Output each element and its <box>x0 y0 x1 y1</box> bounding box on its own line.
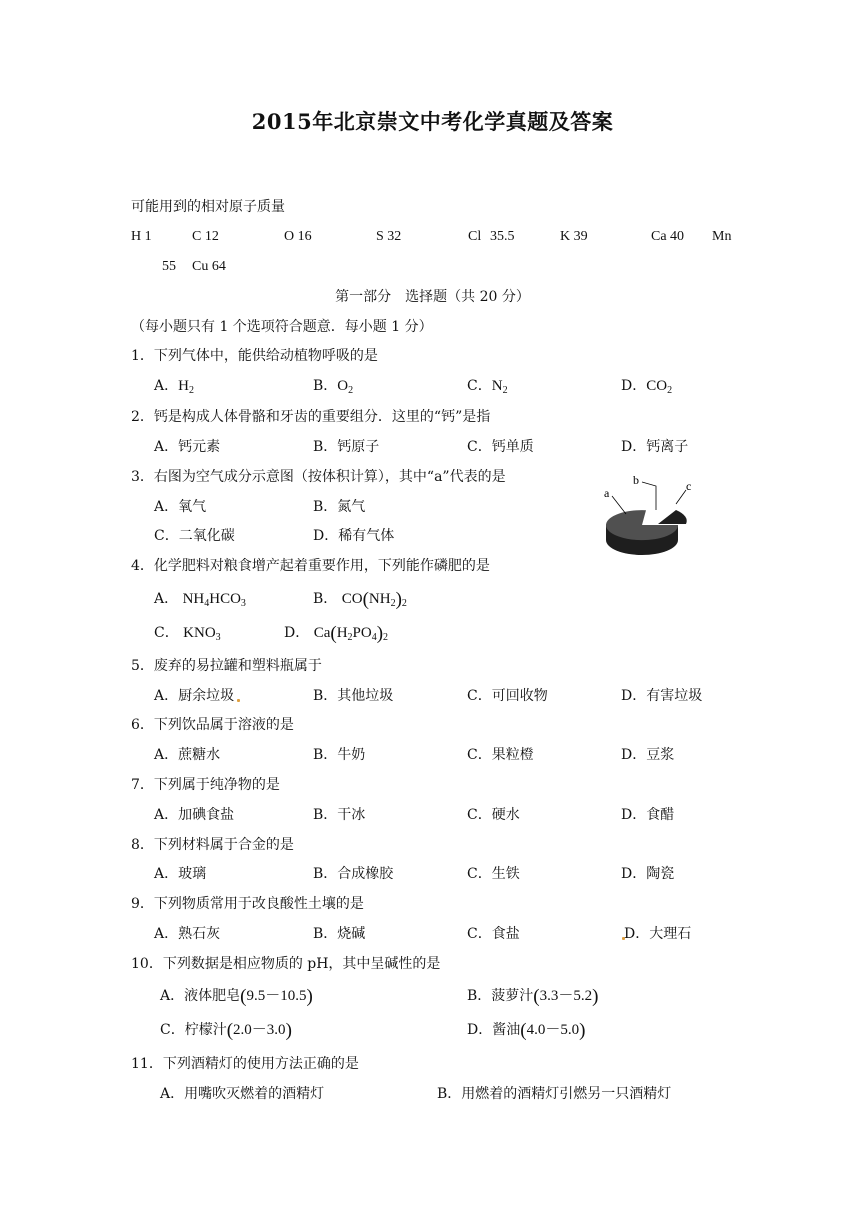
q11-option-a: A．用嘴吹灭燃着的酒精灯 <box>160 1086 325 1102</box>
q6-option-a: A．蔗糖水 <box>154 747 221 763</box>
q8-option-c: C．生铁 <box>467 866 520 882</box>
q9-option-b: B．烧碱 <box>313 926 366 942</box>
q3-stem: 3．右图为空气成分示意图（按体积计算），其中“a”代表的是 <box>131 469 506 485</box>
section-title: 第一部分 选择题（共 20 分） <box>335 289 530 305</box>
q6-option-b: B．牛奶 <box>313 747 366 763</box>
atomic-mass-cl-value: 35.5 <box>490 229 515 244</box>
pie-slice-a <box>606 510 678 540</box>
q2-option-c: C．钙单质 <box>467 439 534 455</box>
q3-option-b: B．氮气 <box>313 499 366 515</box>
q2-option-b: B．钙原子 <box>313 439 380 455</box>
q4-option-d: D． $Ca(H_2PO_4)_2$ <box>284 623 389 644</box>
q9-option-a: A．熟石灰 <box>154 926 221 942</box>
q2-option-d: D．钙离子 <box>621 439 689 455</box>
leader-line-b <box>642 482 656 510</box>
q1-stem: 1．下列气体中，能供给动植物呼吸的是 <box>131 348 378 364</box>
q7-stem: 7．下列属于纯净物的是 <box>131 777 280 793</box>
atomic-mass-h: H 1 <box>131 229 152 244</box>
q6-option-c: C．果粒橙 <box>467 747 534 763</box>
q11-option-b: B．用燃着的酒精灯引燃另一只酒精灯 <box>437 1086 672 1102</box>
atomic-mass-c: C 12 <box>192 229 219 244</box>
q10-option-c: C．柠檬汁(2.0－3.0) <box>160 1020 292 1041</box>
leader-line-c <box>676 490 686 504</box>
pie-slice-c <box>658 510 687 524</box>
q4-option-a: A． $NH_4HCO_3$ <box>154 591 246 609</box>
q6-stem: 6．下列饮品属于溶液的是 <box>131 717 294 733</box>
q7-option-d: D．食醋 <box>621 807 675 823</box>
atomic-mass-s: S 32 <box>376 229 402 244</box>
q8-option-b: B．合成橡胶 <box>313 866 394 882</box>
q10-option-d: D．酱油(4.0－5.0) <box>467 1020 586 1041</box>
q10-option-a: A．液体肥皂(9.5－10.5) <box>160 986 313 1007</box>
label-c: c <box>686 479 692 493</box>
q4-stem: 4．化学肥料对粮食增产起着重要作用，下列能作磷肥的是 <box>131 558 490 574</box>
atomic-mass-heading: 可能用到的相对原子质量 <box>131 199 285 215</box>
q4-option-c: C． $KNO_3$ <box>154 625 221 643</box>
q3-option-c: C．二氧化碳 <box>154 528 235 544</box>
q7-option-b: B．干冰 <box>313 807 366 823</box>
q1-option-a: A．$H_2$ <box>154 378 194 396</box>
q9-stem: 9．下列物质常用于改良酸性土壤的是 <box>131 896 364 912</box>
label-b: b <box>633 473 639 487</box>
q4-option-b: B． $CO(NH_2)_2$ <box>313 589 407 610</box>
q10-option-b: B．菠萝汁(3.3－5.2) <box>467 986 599 1007</box>
q1-option-c: C．$N_2$ <box>467 378 508 396</box>
q7-option-a: A．加碘食盐 <box>154 807 235 823</box>
q8-stem: 8．下列材料属于合金的是 <box>131 837 294 853</box>
q6-option-d: D．豆浆 <box>621 747 675 763</box>
q5-stem: 5．废弃的易拉罐和塑料瓶属于 <box>131 658 322 674</box>
scan-dot <box>237 699 240 702</box>
q8-option-a: A．玻璃 <box>154 866 207 882</box>
q11-stem: 11．下列酒精灯的使用方法正确的是 <box>131 1056 359 1072</box>
q5-option-b: B．其他垃圾 <box>313 688 394 704</box>
q1-option-d: D．$CO_2$ <box>621 378 673 396</box>
atomic-mass-cl: Cl <box>468 229 482 244</box>
q5-option-d: D．有害垃圾 <box>621 688 703 704</box>
atomic-mass-mn: Mn <box>712 229 732 244</box>
leader-line-a <box>612 496 626 514</box>
atomic-mass-k: K 39 <box>560 229 588 244</box>
q7-option-c: C．硬水 <box>467 807 520 823</box>
section-instruction: （每小题只有 1 个选项符合题意．每小题 1 分） <box>131 319 433 335</box>
q5-option-c: C．可回收物 <box>467 688 548 704</box>
q3-option-d: D．稀有气体 <box>313 528 395 544</box>
q2-stem: 2．钙是构成人体骨骼和牙齿的重要组分．这里的“钙”是指 <box>131 409 491 425</box>
atomic-mass-ca: Ca 40 <box>651 229 685 244</box>
q10-stem: 10．下列数据是相应物质的 pH，其中呈碱性的是 <box>131 956 441 972</box>
q2-option-a: A．钙元素 <box>154 439 221 455</box>
label-a: a <box>604 486 610 500</box>
q8-option-d: D．陶瓷 <box>621 866 675 882</box>
q9-option-d: D．大理石 <box>624 926 692 942</box>
atomic-mass-mn-value: 55 <box>162 259 176 274</box>
atomic-mass-cu: Cu 64 <box>192 259 226 274</box>
q3-option-a: A．氧气 <box>154 499 207 515</box>
page-title: 2015年北京崇文中考化学真题及答案 <box>251 109 614 134</box>
q9-option-c: C．食盐 <box>467 926 520 942</box>
air-composition-figure <box>600 470 700 562</box>
q1-option-b: B．$O_2$ <box>313 378 354 396</box>
q5-option-a: A．厨余垃圾 <box>154 688 235 704</box>
atomic-mass-o: O 16 <box>284 229 312 244</box>
